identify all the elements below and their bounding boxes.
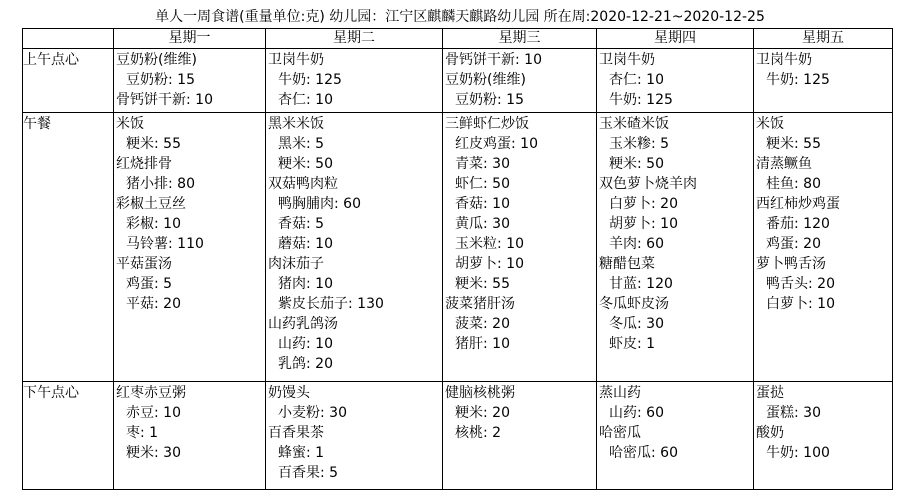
ingredient: 杏仁: 10 (278, 92, 333, 108)
dish-name: 菠菜猪肝汤 (445, 296, 515, 312)
dish-name: 蛋挞 (756, 385, 784, 401)
dish-name: 黑米米饭 (268, 116, 324, 132)
ingredient: 桂鱼: 80 (766, 176, 821, 192)
day-header-mon: 星期一 (114, 29, 266, 49)
ingredient: 乳鸽: 20 (278, 356, 333, 372)
ingredient: 冬瓜: 30 (609, 316, 664, 332)
menu-cell (754, 49, 893, 113)
ingredient: 豆奶粉: 15 (455, 92, 524, 108)
ingredient: 粳米: 30 (126, 445, 181, 461)
menu-cell (443, 49, 597, 113)
menu-cell (266, 113, 443, 382)
ingredient: 香菇: 10 (455, 196, 510, 212)
dish-name: 酸奶 (756, 425, 784, 441)
menu-cell (114, 382, 266, 490)
dish-name: 红枣赤豆粥 (116, 385, 186, 401)
ingredient: 羊肉: 60 (609, 236, 664, 252)
ingredient: 山药: 10 (278, 336, 333, 352)
ingredient: 鸡蛋: 5 (126, 276, 173, 292)
dish-name: 清蒸鳜鱼 (756, 156, 812, 172)
ingredient: 赤豆: 10 (126, 405, 181, 421)
dish-name: 骨钙饼干新: 10 (445, 52, 542, 68)
dish-name: 西红柿炒鸡蛋 (756, 196, 840, 212)
ingredient: 枣: 1 (126, 425, 159, 441)
ingredient: 胡萝卜: 10 (455, 256, 524, 272)
dish-name: 豆奶粉(维维) (116, 52, 197, 68)
ingredient: 牛奶: 125 (766, 72, 830, 88)
dish-name: 骨钙饼干新: 10 (116, 92, 213, 108)
dish-name: 平菇蛋汤 (116, 256, 172, 272)
ingredient: 鸭胸脯肉: 60 (278, 196, 361, 212)
ingredient: 黑米: 5 (278, 136, 325, 152)
ingredient: 鸡蛋: 20 (766, 236, 821, 252)
dish-name: 双菇鸭肉粒 (268, 176, 338, 192)
dish-name: 哈密瓜 (599, 425, 641, 441)
dish-name: 米饭 (116, 116, 144, 132)
menu-cell (114, 113, 266, 382)
ingredient: 山药: 60 (609, 405, 664, 421)
ingredient: 粳米: 55 (455, 276, 510, 292)
dish-name: 冬瓜虾皮汤 (599, 296, 669, 312)
ingredient: 黄瓜: 30 (455, 216, 510, 232)
day-header-wed: 星期三 (443, 29, 597, 49)
dish-name: 糖醋包菜 (599, 256, 655, 272)
meal-label: 上午点心 (23, 49, 114, 113)
weekly-menu-table (22, 28, 893, 490)
dish-name: 山药乳鸽汤 (268, 316, 338, 332)
ingredient: 虾仁: 50 (455, 176, 510, 192)
ingredient: 蘑菇: 10 (278, 236, 333, 252)
menu-cell (443, 113, 597, 382)
day-header-fri: 星期五 (754, 29, 893, 49)
dish-name: 三鲜虾仁炒饭 (445, 116, 529, 132)
ingredient: 杏仁: 10 (609, 72, 664, 88)
dish-name: 米饭 (756, 116, 784, 132)
ingredient: 蛋糕: 30 (766, 405, 821, 421)
menu-cell (266, 382, 443, 490)
ingredient: 白萝卜: 20 (609, 196, 678, 212)
ingredient: 甘蓝: 120 (609, 276, 673, 292)
day-header-tue: 星期二 (266, 29, 443, 49)
dish-name: 肉沫茄子 (268, 256, 324, 272)
ingredient: 彩椒: 10 (126, 216, 181, 232)
menu-cell (266, 49, 443, 113)
ingredient: 虾皮: 1 (609, 336, 656, 352)
ingredient: 粳米: 50 (609, 156, 664, 172)
ingredient: 小麦粉: 30 (278, 405, 347, 421)
meal-row-lunch (23, 113, 893, 382)
dish-name: 豆奶粉(维维) (445, 72, 526, 88)
menu-cell (754, 382, 893, 490)
menu-cell (114, 49, 266, 113)
ingredient: 核桃: 2 (455, 425, 502, 441)
ingredient: 粳米: 55 (766, 136, 821, 152)
meal-label: 下午点心 (23, 382, 114, 490)
ingredient: 哈密瓜: 60 (609, 445, 678, 461)
ingredient: 蜂蜜: 1 (278, 445, 325, 461)
ingredient: 香菇: 5 (278, 216, 325, 232)
day-header-thu: 星期四 (597, 29, 754, 49)
dish-name: 彩椒土豆丝 (116, 196, 186, 212)
meal-label: 午餐 (23, 113, 114, 382)
ingredient: 猪肝: 10 (455, 336, 510, 352)
ingredient: 胡萝卜: 10 (609, 216, 678, 232)
menu-cell (597, 49, 754, 113)
ingredient: 粳米: 55 (126, 136, 181, 152)
ingredient: 玉米糁: 5 (609, 136, 670, 152)
dish-name: 卫岗牛奶 (599, 52, 655, 68)
dish-name: 百香果茶 (268, 425, 324, 441)
dish-name: 萝卜鸭舌汤 (756, 256, 826, 272)
dish-name: 卫岗牛奶 (268, 52, 324, 68)
ingredient: 菠菜: 20 (455, 316, 510, 332)
dish-name: 玉米碴米饭 (599, 116, 669, 132)
dish-name: 卫岗牛奶 (756, 52, 812, 68)
dish-name: 健脑核桃粥 (445, 385, 515, 401)
corner-cell (23, 29, 114, 49)
menu-cell (443, 382, 597, 490)
ingredient: 猪小排: 80 (126, 176, 195, 192)
ingredient: 豆奶粉: 15 (126, 72, 195, 88)
ingredient: 鸭舌头: 20 (766, 276, 835, 292)
header-row (23, 29, 893, 49)
ingredient: 百香果: 5 (278, 465, 339, 481)
dish-name: 双色萝卜烧羊肉 (599, 176, 697, 192)
dish-name: 奶馒头 (268, 385, 310, 401)
ingredient: 番茄: 120 (766, 216, 830, 232)
menu-cell (597, 113, 754, 382)
meal-row-pm (23, 382, 893, 490)
menu-cell (754, 113, 893, 382)
ingredient: 紫皮长茄子: 130 (278, 296, 384, 312)
meal-row-am (23, 49, 893, 113)
ingredient: 玉米粒: 10 (455, 236, 524, 252)
ingredient: 牛奶: 100 (766, 445, 830, 461)
dish-name: 蒸山药 (599, 385, 641, 401)
menu-body (23, 49, 893, 490)
ingredient: 马铃薯: 110 (126, 236, 204, 252)
ingredient: 平菇: 20 (126, 296, 181, 312)
menu-cell (597, 382, 754, 490)
ingredient: 白萝卜: 10 (766, 296, 835, 312)
dish-name: 红烧排骨 (116, 156, 172, 172)
ingredient: 牛奶: 125 (609, 92, 673, 108)
page-title: 单人一周食谱(重量单位:克) 幼儿园：江宁区麒麟天麒路幼儿园 所在周:2020-12-21~2020-12-25 (155, 9, 765, 25)
ingredient: 红皮鸡蛋: 10 (455, 136, 538, 152)
ingredient: 粳米: 50 (278, 156, 333, 172)
ingredient: 青菜: 30 (455, 156, 510, 172)
ingredient: 牛奶: 125 (278, 72, 342, 88)
ingredient: 猪肉: 10 (278, 276, 333, 292)
ingredient: 粳米: 20 (455, 405, 510, 421)
